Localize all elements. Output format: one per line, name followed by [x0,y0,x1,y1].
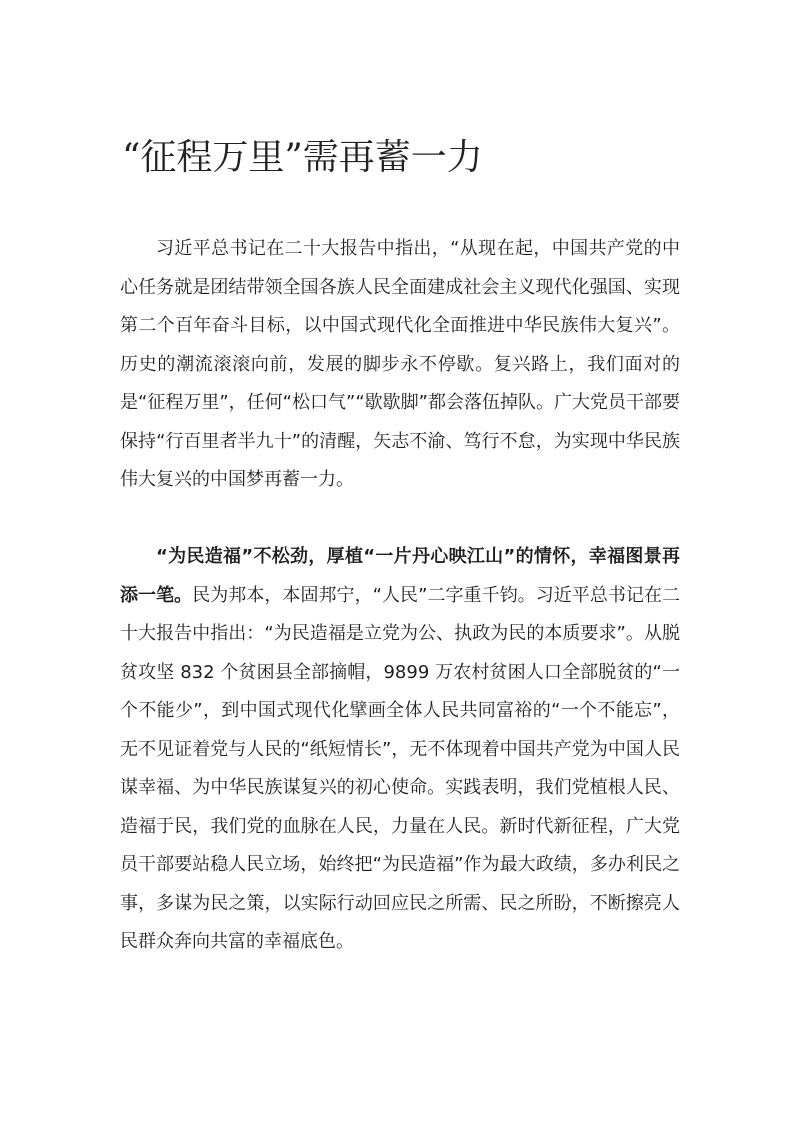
document-title: “征程万里”需再蓄一力 [122,137,483,178]
paragraph-1 [120,230,680,500]
paragraph-2 [120,538,680,962]
paragraph-2-lead: “为民造福”不松劲，厚植“一片丹心映江山”的情怀，幸福图景再添一笔。 [120,546,680,606]
paragraph-2-text: 民为邦本，本固邦宁，“人民”二字重千钧。习近平总书记在二十大报告中指出：“为民造福是立党为公、执政为民的本质要求”。从脱贫攻坚 832 个贫困县全部摘帽，9899 万农村贫困人口全部脱贫的“一个不能少”，到中国式现代化擘画全体人民共同富裕的“一个不能忘”，无不见证着党与人民的“纸短情长”，无不体现着中国共产党为中国人民谋幸福、为中华民族谋复兴的初心使命。实践表明，我们党植根人民、造福于民，我们党的血脉在人民，力量在人民。新时代新征程，广大党员干部要站稳人民立场，始终把“为民造福”作为最大政绩，多办利民之事，多谋为民之策，以实际行动回应民之所需、民之所盼，不断擦亮人民群众奔向共富的幸福底色。 [120,584,681,952]
paragraph-1-text: 习近平总书记在二十大报告中指出，“从现在起，中国共产党的中心任务就是团结带领全国各族人民全面建成社会主义现代化强国、实现第二个百年奋斗目标，以中国式现代化全面推进中华民族伟大复兴”。历史的潮流滚滚向前，发展的脚步永不停歇。复兴路上，我们面对的是“征程万里”，任何“松口气”“歇歇脚”都会落伍掉队。广大党员干部要保持“行百里者半九十”的清醒，矢志不渝、笃行不怠，为实现中华民族伟大复兴的中国梦再蓄一力。 [120,238,680,490]
